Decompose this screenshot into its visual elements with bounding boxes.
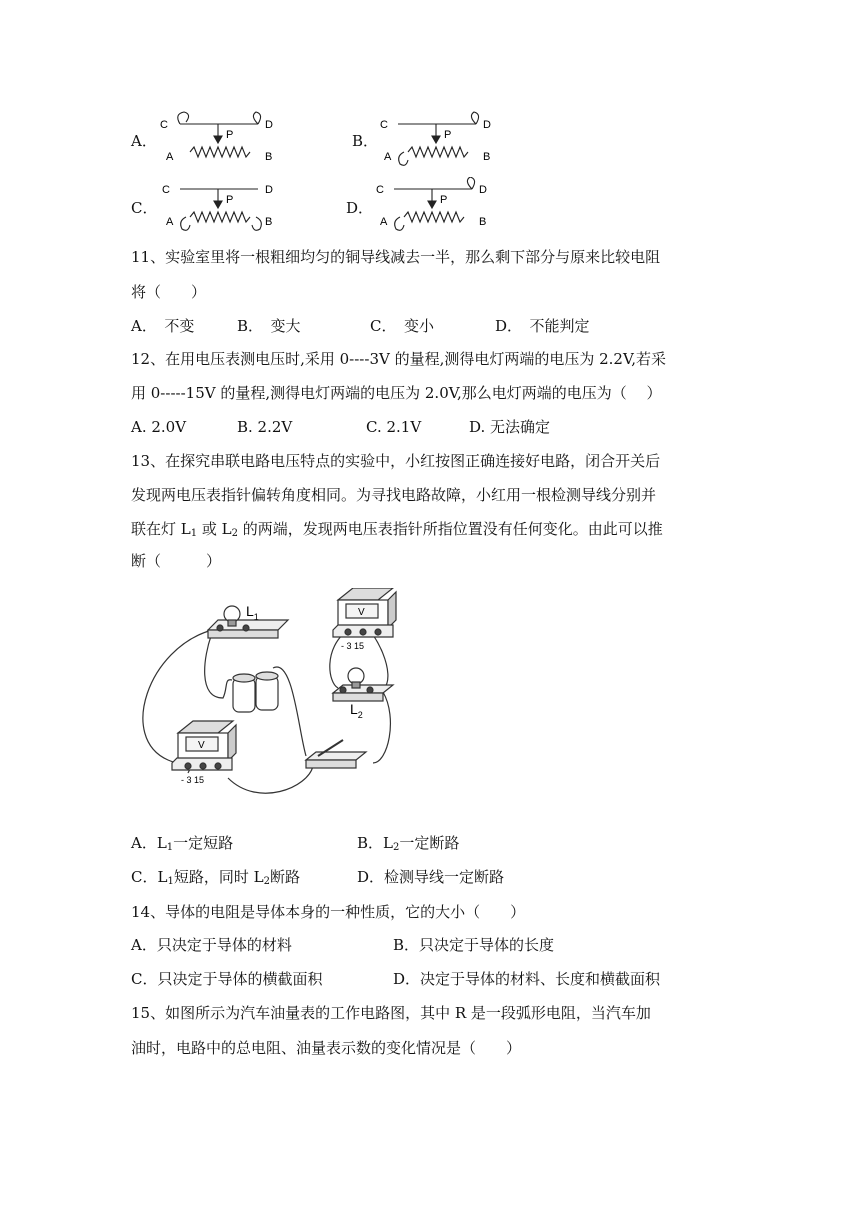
svg-text:- 3 15: - 3 15 [181,775,205,785]
q11-stem-line2: 将（ ） [131,283,207,301]
q14-stem-line1: 14、导体的电阻是导体本身的一种性质，它的大小（ ） [131,903,526,921]
q12-option-a: A. 2.0V [131,418,187,436]
svg-text:D: D [483,119,491,131]
q12-option-b: B. 2.2V [237,418,293,436]
q13-figure-meter-bottom: V [198,740,205,751]
q11-option-d: D． 不能判定 [495,317,590,335]
svg-text:D: D [265,184,273,196]
q15-stem-line1: 15、如图所示为汽车油量表的工作电路图，其中 R 是一段弧形电阻，当汽车加 [131,1004,651,1022]
q13-figure-l2-label: $L_2$ [350,701,363,720]
svg-text:B: B [483,151,491,163]
q13-figure-meter-top: V [358,607,365,618]
svg-text:- 3 15: - 3 15 [341,641,365,651]
q10-option-d-label: D． [346,199,374,217]
svg-text:B: B [265,216,273,228]
q13-option-d: D．检测导线一定断路 [357,868,505,886]
svg-text:B: B [265,151,273,163]
svg-text:P: P [226,129,234,141]
q14-option-c: C．只决定于导体的横截面积 [131,970,323,988]
q13-stem-line1: 13、在探究串联电路电压特点的实验中，小红按图正确连接好电路，闭合开关后 [131,452,661,470]
svg-text:D: D [479,184,487,196]
q12-option-d: D. 无法确定 [469,418,551,436]
q11-option-b: B． 变大 [237,317,301,335]
q10-option-a-diagram [160,110,280,170]
q11-option-c: C． 变小 [370,317,434,335]
q13-circuit-figure [128,588,408,813]
q13-figure-l1-label: $L_1$ [246,603,259,622]
q12-stem-line1: 12、在用电压表测电压时,采用 0----3V 的量程,测得电灯两端的电压为 2.2V,若采 [131,350,666,368]
q10-option-c-diagram [160,177,280,237]
q10-option-c-label: C． [131,199,158,217]
q14-option-d: D．决定于导体的材料、长度和横截面积 [393,970,661,988]
q13-option-a: A．$L_1$一定短路 [131,834,234,853]
q14-option-a: A．只决定于导体的材料 [131,936,292,954]
q10-option-d-diagram [374,177,494,237]
q11-option-a: A． 不变 [131,317,195,335]
svg-text:A: A [166,151,174,163]
svg-text:A: A [380,216,388,228]
q11-stem-line1: 11、实验室里将一根粗细均匀的铜导线减去一半，那么剩下部分与原来比较电阻 [131,248,661,266]
svg-text:A: A [384,151,392,163]
q13-stem-line4: 断（ ） [131,552,222,570]
q15-stem-line2: 油时，电路中的总电阻、油量表示数的变化情况是（ ） [131,1039,522,1057]
svg-text:P: P [440,194,448,206]
svg-text:C: C [376,184,384,196]
svg-text:C: C [162,184,170,196]
q13-option-b: B．$L_2$一定断路 [357,834,460,853]
q13-option-c: C．$L_1$短路，同时 $L_2$断路 [131,868,300,887]
svg-text:D: D [265,119,273,131]
q12-stem-line2: 用 0-----15V 的量程,测得电灯两端的电压为 2.0V,那么电灯两端的电压为（ ） [131,384,662,402]
svg-text:P: P [226,194,234,206]
svg-text:C: C [160,119,168,131]
q10-option-b-diagram [378,110,498,170]
q13-stem-line2: 发现两电压表指针偏转角度相同。为寻找电路故障，小红用一根检测导线分别并 [131,486,657,504]
svg-text:P: P [444,129,452,141]
q12-option-c: C. 2.1V [366,418,422,436]
q13-stem-line3: 联在灯 $L_1$ 或 $L_2$ 的两端，发现两电压表指针所指位置没有任何变化。由此可以推 [131,520,663,539]
svg-text:B: B [479,216,487,228]
q14-option-b: B．只决定于导体的长度 [393,936,555,954]
svg-text:C: C [380,119,388,131]
q10-option-a-label: A． [131,132,157,150]
svg-text:A: A [166,216,174,228]
q10-option-b-label: B． [352,132,379,150]
